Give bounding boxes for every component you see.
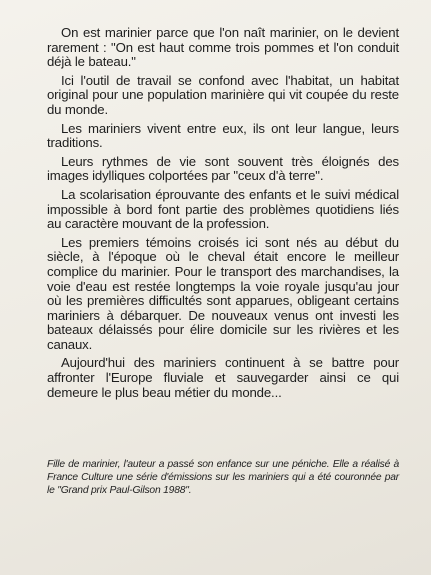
blurb-paragraph: Ici l'outil de travail se confond avec l'habitat, un habitat original pour une population marinière qui vit coupée du reste du monde.: [47, 72, 399, 117]
blurb-paragraph: La scolarisation éprouvante des enfants et le suivi médical impossible à bord font partie des problèmes quotidiens liés au caractère mouvant de la profession.: [47, 186, 399, 232]
blurb-paragraph: Aujourd'hui des mariniers continuent à se battre pour affronter l'Europe fluviale et sauvegarder ainsi ce qui demeure le plus beau métier du monde...: [47, 355, 399, 400]
blurb-paragraph: Leurs rythmes de vie sont souvent très éloignés des images idylliques colportées par "ceux d'à terre".: [47, 153, 399, 184]
blurb-paragraph: Les premiers témoins croisés ici sont nés au début du siècle, à l'époque où le cheval était encore le meilleur complice du marinier. Pour le transport des marchandises, la voie d'eau est restée longtemps la voie royale jusqu'au jour où les premières difficultés sont apparues, obligeant certains mariniers à débarquer. De nouveaux venus ont investi les bateaux délaissés pour élire domicile sur les rivières et les canaux.: [47, 234, 399, 352]
author-note-text: Fille de marinier, l'auteur a passé son enfance sur une péniche. Elle a réalisé à France Culture une série d'émissions sur les mariniers qui a été couronnée par le "Grand prix Paul-Gilson 1988".: [47, 459, 399, 496]
blurb-text: [47, 26, 399, 404]
blurb-paragraph: Les mariniers vivent entre eux, ils ont leur langue, leurs traditions.: [47, 120, 399, 151]
blurb-paragraph: On est marinier parce que l'on naît marinier, on le devient rarement : "On est haut comme trois pommes et l'on conduit déjà le bateau.": [47, 25, 399, 70]
author-note: [47, 458, 399, 497]
